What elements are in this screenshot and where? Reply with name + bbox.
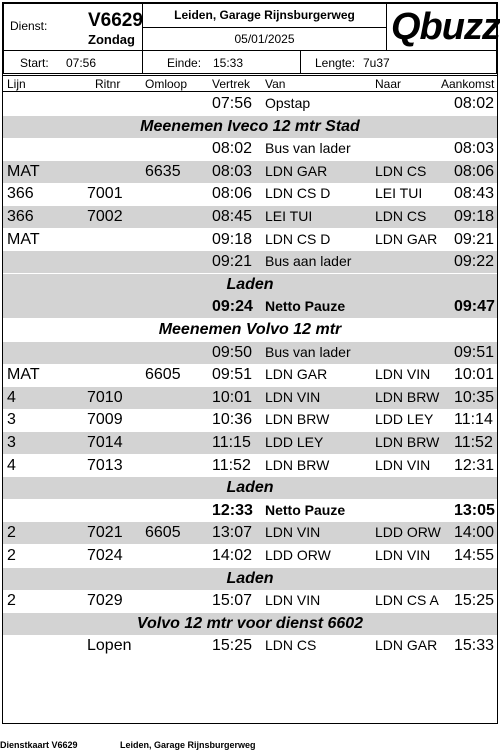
date-box — [142, 27, 387, 51]
cell-lijn: 2 — [7, 524, 16, 542]
cell-naar: LDN VIN — [375, 547, 431, 563]
cell-naar: LDN BRW — [375, 388, 440, 405]
cell-naar: LDN VIN — [375, 366, 431, 383]
cell-vertrek: 15:25 — [212, 637, 253, 655]
cell-aankomst: 15:33 — [454, 637, 495, 655]
einde-label: Einde: — [167, 56, 202, 70]
cell-aankomst: 08:03 — [454, 140, 495, 158]
section-heading: Meenemen Volvo 12 mtr — [3, 319, 497, 341]
section-heading: Laden — [3, 477, 497, 499]
cell-vertrek: 09:18 — [212, 230, 253, 248]
col-van: Van — [265, 77, 286, 91]
lengte-box — [300, 50, 497, 74]
cell-ritnr: 7021 — [87, 524, 123, 542]
cell-van: LDD LEY — [265, 434, 324, 450]
cell-vertrek: 10:01 — [212, 388, 253, 406]
table-row — [3, 161, 497, 183]
table-row — [3, 93, 497, 115]
cell-van: Netto Pauze — [265, 298, 346, 315]
cell-ritnr: 7001 — [87, 185, 123, 203]
cell-aankomst: 09:22 — [454, 253, 495, 271]
table-row — [3, 364, 497, 386]
column-header — [3, 75, 497, 92]
cell-aankomst: 08:02 — [454, 95, 495, 112]
cell-aankomst: 10:35 — [454, 388, 495, 406]
cell-van: LDN GAR — [265, 162, 328, 179]
dienst-label: Dienst: — [10, 19, 48, 33]
cell-van: LEI TUI — [265, 208, 313, 224]
cell-aankomst: 09:18 — [454, 208, 495, 225]
lengte-label: Lengte: — [315, 56, 356, 70]
cell-aankomst: 08:06 — [454, 162, 495, 180]
cell-van: LDN BRW — [265, 411, 330, 428]
cell-van: LDN CS D — [265, 185, 331, 202]
cell-vertrek: 08:03 — [212, 162, 253, 180]
section-heading: Meenemen Iveco 12 mtr Stad — [3, 116, 497, 138]
cell-aankomst: 14:00 — [454, 524, 495, 542]
cell-vertrek: 15:07 — [212, 592, 253, 610]
cell-lijn: MAT — [7, 230, 40, 248]
einde-box — [142, 50, 301, 74]
start-value: 07:56 — [66, 56, 97, 70]
cell-aankomst: 14:55 — [454, 547, 495, 564]
cell-vertrek: 14:02 — [212, 547, 253, 564]
cell-naar: LDD ORW — [375, 524, 441, 541]
cell-omloop: 6605 — [145, 524, 181, 542]
cell-naar: LDN CS — [375, 162, 427, 179]
cell-van: LDN GAR — [265, 366, 328, 383]
cell-aankomst: 09:51 — [454, 343, 495, 361]
cell-vertrek: 11:15 — [212, 434, 251, 451]
cell-naar: LDN CS — [375, 208, 427, 224]
cell-lijn: MAT — [7, 162, 40, 180]
cell-van: LDN CS — [265, 637, 317, 654]
cell-naar: LEI TUI — [375, 185, 423, 202]
col-lijn: Lijn — [7, 77, 26, 91]
cell-van: LDN VIN — [265, 524, 321, 541]
cell-lijn: 2 — [7, 592, 16, 610]
table-row — [3, 229, 497, 251]
cell-vertrek: 07:56 — [212, 95, 253, 112]
cell-vertrek: 09:24 — [212, 298, 253, 316]
cell-ritnr: 7010 — [87, 388, 123, 406]
table-row — [3, 342, 497, 364]
start-box — [3, 50, 143, 74]
cell-van: LDN BRW — [265, 456, 330, 473]
cell-van: LDD ORW — [265, 547, 331, 563]
cell-vertrek: 08:02 — [212, 140, 253, 158]
footer-dienstkaart: Dienstkaart V6629 — [0, 740, 78, 750]
table-row — [3, 590, 497, 612]
cell-aankomst: 10:01 — [454, 366, 495, 384]
cell-lijn: 3 — [7, 411, 16, 429]
cell-vertrek: 09:21 — [212, 253, 253, 271]
einde-value: 15:33 — [213, 56, 244, 70]
col-omloop: Omloop — [145, 77, 188, 91]
col-aankomst: Aankomst — [441, 77, 495, 91]
cell-vertrek: 10:36 — [212, 411, 253, 429]
cell-van: Bus aan lader — [265, 253, 352, 270]
cell-van: LDN VIN — [265, 592, 321, 609]
table-row — [3, 635, 497, 657]
header — [3, 3, 500, 73]
cell-van: Bus van lader — [265, 140, 351, 157]
col-naar: Naar — [375, 77, 402, 91]
table-row — [3, 432, 497, 454]
cell-naar: LDN GAR — [375, 230, 438, 247]
cell-vertrek: 11:52 — [212, 456, 251, 474]
cell-ritnr: 7013 — [87, 456, 123, 474]
cell-vertrek: 09:51 — [212, 366, 253, 384]
table-row — [3, 455, 497, 477]
footer-garage: Leiden, Garage Rijnsburgerweg — [120, 740, 256, 750]
cell-aankomst: 09:47 — [454, 298, 495, 316]
cell-aankomst: 12:31 — [454, 456, 495, 474]
cell-omloop: 6605 — [145, 366, 181, 384]
table-row — [3, 522, 497, 544]
cell-ritnr: Lopen — [87, 637, 132, 655]
col-ritnr: Ritnr — [95, 77, 121, 91]
table-row — [3, 545, 497, 567]
dienst-day: Zondag — [88, 32, 135, 47]
cell-vertrek: 08:45 — [212, 208, 253, 225]
table-row — [3, 251, 497, 273]
pause-row — [3, 296, 497, 318]
table-row — [3, 387, 497, 409]
cell-naar: LDD LEY — [375, 411, 434, 428]
cell-lijn: 4 — [7, 388, 16, 406]
cell-lijn: 366 — [7, 185, 34, 203]
cell-vertrek: 09:50 — [212, 343, 253, 361]
garage-name: Leiden, Garage Rijnsburgerweg — [174, 8, 355, 22]
cell-ritnr: 7029 — [87, 592, 123, 610]
table-row — [3, 183, 497, 205]
col-vertrek: Vertrek — [212, 77, 251, 91]
start-label: Start: — [20, 56, 49, 70]
cell-ritnr: 7002 — [87, 208, 123, 225]
garage-box — [142, 3, 387, 28]
cell-van: Opstap — [265, 95, 311, 111]
pause-row — [3, 500, 497, 522]
section-heading: Laden — [3, 568, 497, 590]
cell-van: Netto Pauze — [265, 501, 346, 518]
cell-lijn: 3 — [7, 434, 16, 451]
table-row — [3, 206, 497, 228]
cell-lijn: 366 — [7, 208, 34, 225]
cell-aankomst: 08:43 — [454, 185, 495, 203]
cell-lijn: 2 — [7, 547, 16, 564]
lengte-value: 7u37 — [363, 56, 390, 70]
dienst-code: V6629 — [88, 10, 143, 31]
cell-omloop: 6635 — [145, 162, 181, 180]
cell-aankomst: 15:25 — [454, 592, 495, 610]
cell-aankomst: 11:52 — [454, 434, 493, 451]
cell-vertrek: 08:06 — [212, 185, 253, 203]
cell-van: LDN VIN — [265, 388, 321, 405]
dienstkaart-sheet — [2, 2, 498, 724]
cell-lijn: 4 — [7, 456, 16, 474]
cell-naar: LDN BRW — [375, 434, 440, 450]
section-heading: Volvo 12 mtr voor dienst 6602 — [3, 613, 497, 635]
cell-naar: LDN CS A — [375, 592, 439, 609]
cell-ritnr: 7014 — [87, 434, 123, 451]
dienst-box — [3, 3, 143, 51]
cell-aankomst: 13:05 — [454, 501, 495, 519]
section-heading: Laden — [3, 274, 497, 296]
date: 05/01/2025 — [234, 32, 295, 46]
cell-naar: LDN GAR — [375, 637, 438, 654]
cell-lijn: MAT — [7, 366, 40, 384]
cell-aankomst: 09:21 — [454, 230, 495, 248]
logo-box — [386, 3, 500, 51]
cell-vertrek: 13:07 — [212, 524, 253, 542]
table-row — [3, 138, 497, 160]
cell-aankomst: 11:14 — [454, 411, 493, 429]
cell-ritnr: 7024 — [87, 547, 123, 564]
cell-naar: LDN VIN — [375, 456, 431, 473]
cell-ritnr: 7009 — [87, 411, 123, 429]
cell-vertrek: 12:33 — [212, 501, 253, 519]
cell-van: Bus van lader — [265, 343, 351, 360]
qbuzz-logo: Qbuzz — [391, 6, 500, 48]
table-row — [3, 409, 497, 431]
cell-van: LDN CS D — [265, 230, 331, 247]
